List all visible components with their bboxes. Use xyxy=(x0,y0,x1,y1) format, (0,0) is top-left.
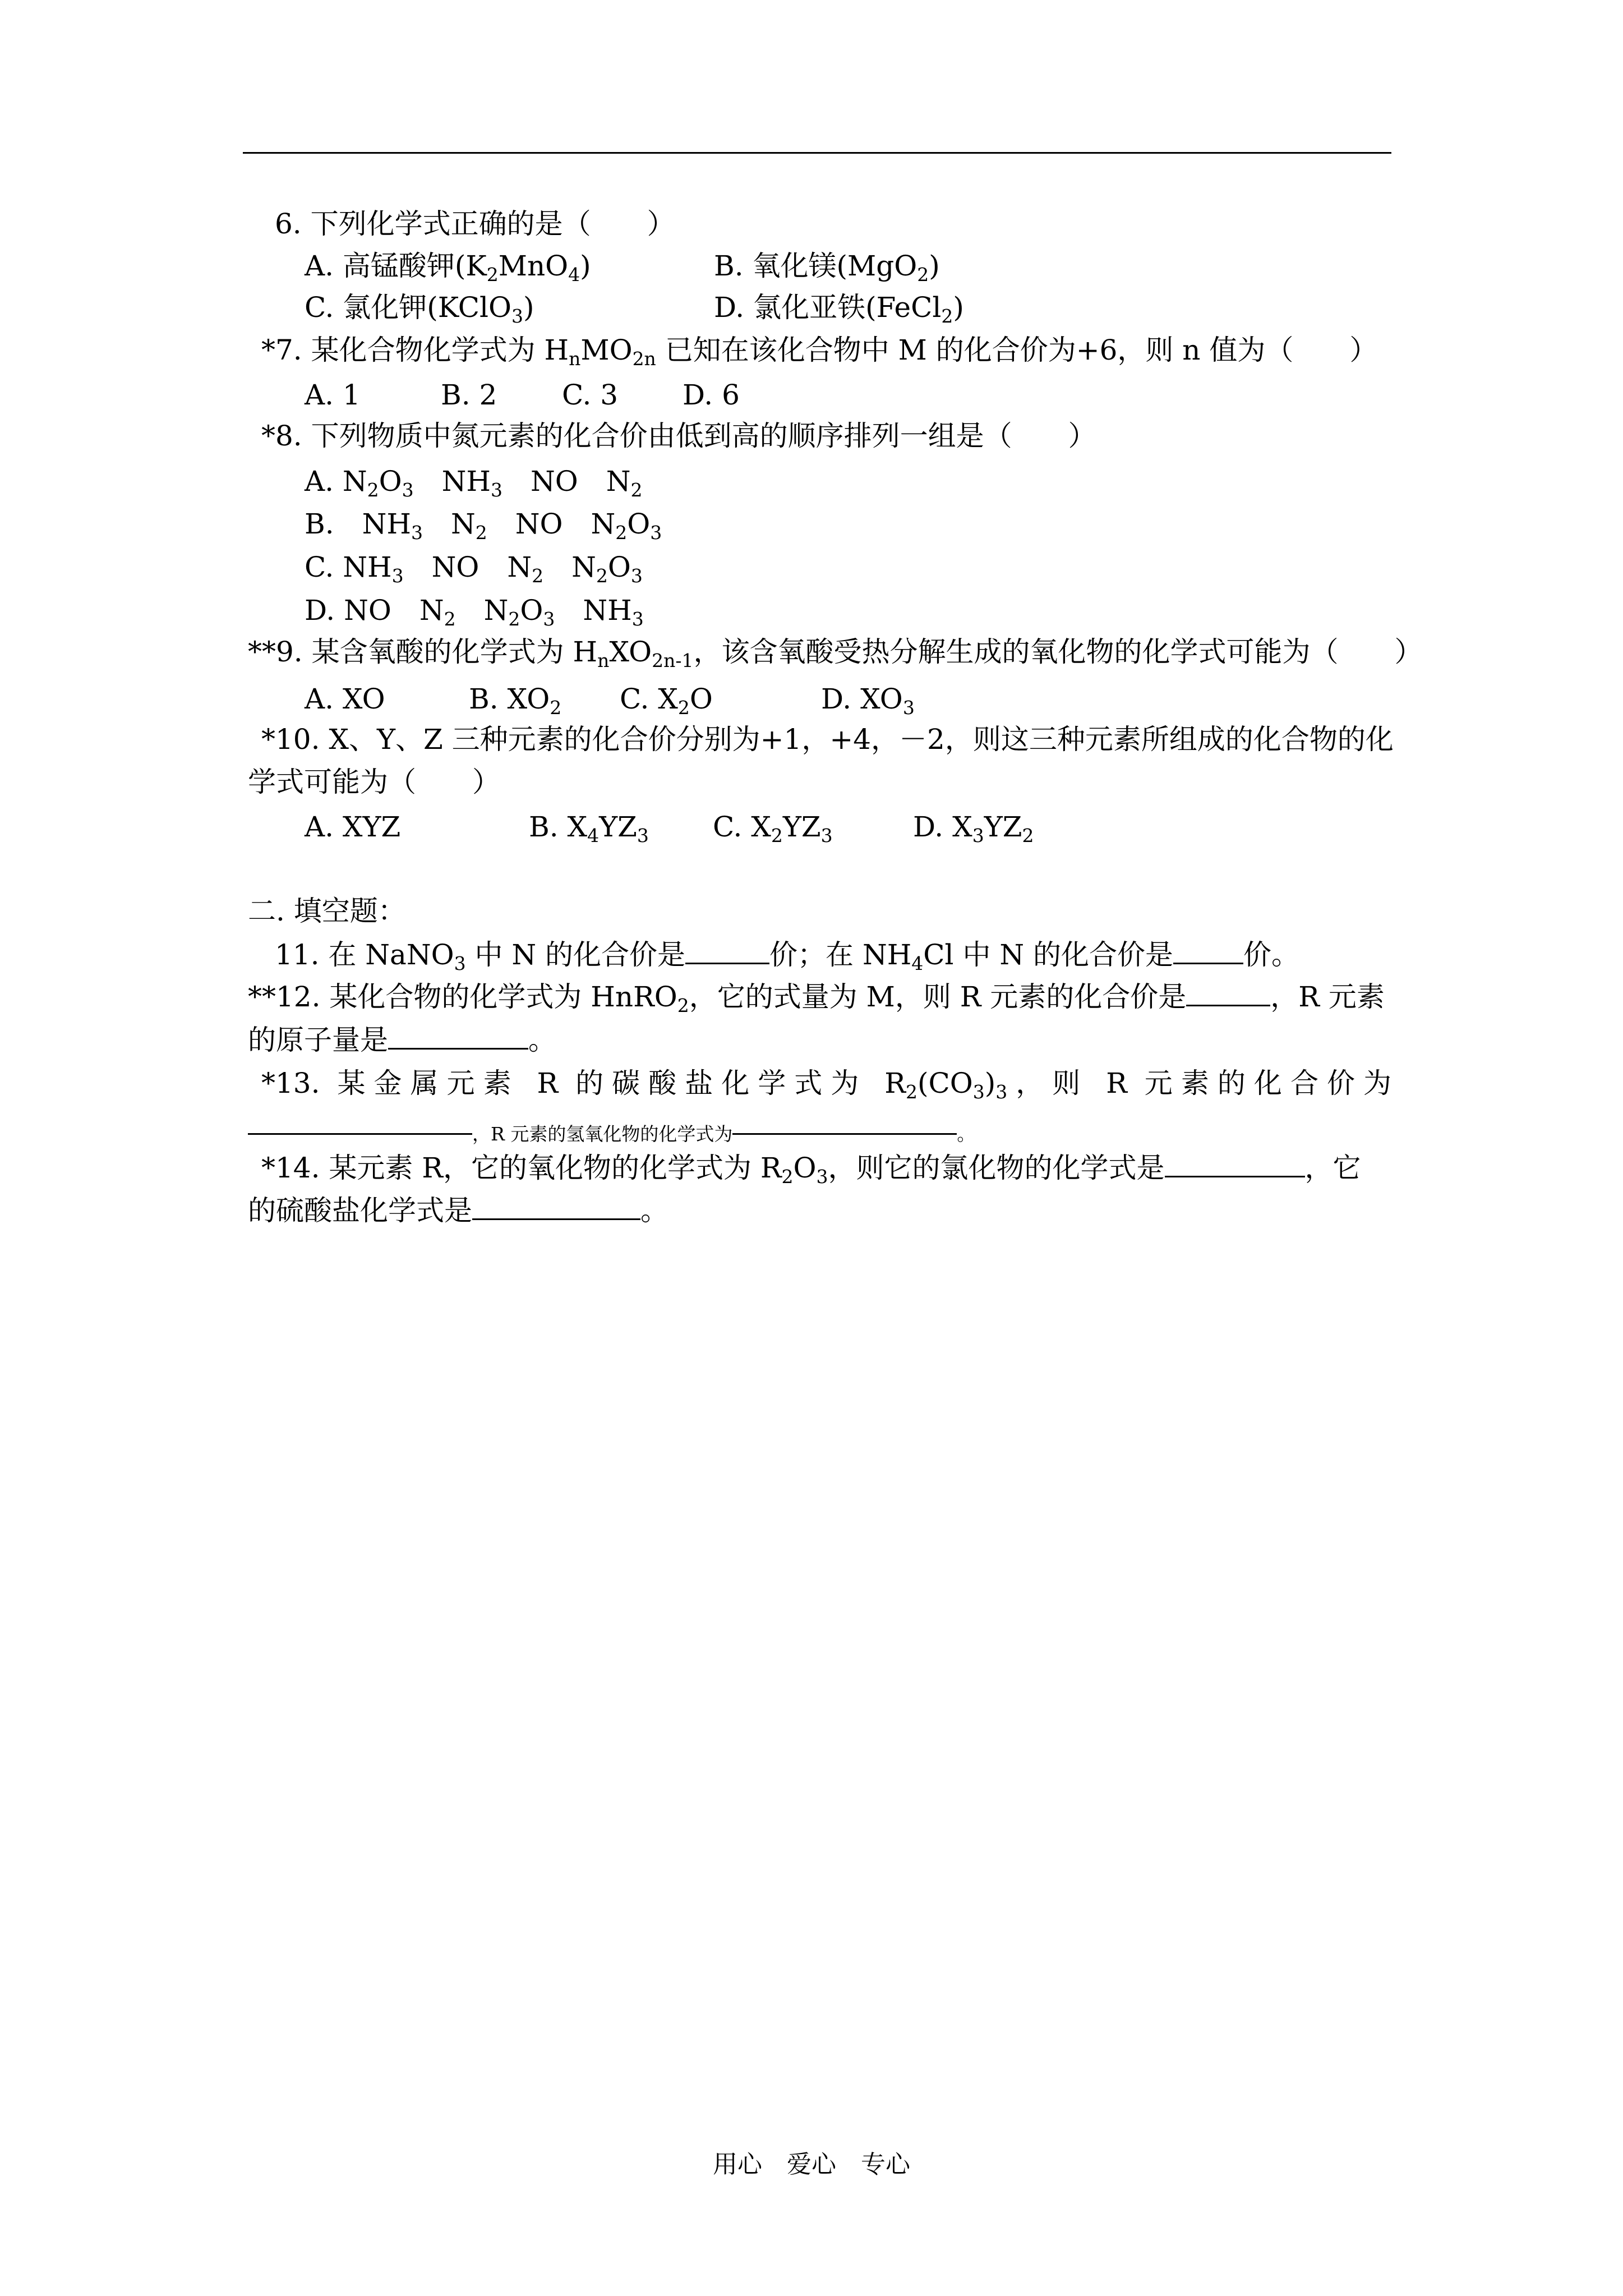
option-8d: D. NO $N_2$ $N_2O_3$ $NH_3$ xyxy=(305,594,644,630)
question-10-stem-line2: 学式可能为（ ） xyxy=(248,766,500,798)
answer-blank[interactable] xyxy=(388,1022,528,1050)
answer-blank[interactable] xyxy=(248,1107,472,1135)
answer-blank[interactable] xyxy=(1173,937,1243,964)
question-9-options xyxy=(305,681,915,719)
question-6-stem: 6. 下列化学式正确的是（ ） xyxy=(275,208,675,240)
answer-blank[interactable] xyxy=(1186,979,1270,1006)
option-10d: D. $X_3YZ_2$ xyxy=(913,811,1034,846)
question-12-line2: 的原子量是 。 xyxy=(248,1022,556,1058)
question-11: 11. 在 NaNO$_3$ 中 N 的化合价是 价；在 $NH_4Cl$ 中 N 的化合价是 价。 xyxy=(275,937,1299,973)
option-10b: B. $X_4YZ_3$ xyxy=(529,811,649,846)
question-8-stem: *8. 下列物质中氮元素的化合价由低到高的顺序排列一组是（ ） xyxy=(261,420,1096,452)
header-rule xyxy=(243,152,1391,154)
option-8c: C. $NH_3$ NO $N_2$ $N_2O_3$ xyxy=(305,551,643,587)
answer-blank[interactable] xyxy=(1165,1150,1305,1177)
question-14-line1: *14. 某元素 R，它的氧化物的化学式为 $R_2O_3$，则它的氯化物的化学式是 ，它 xyxy=(261,1150,1361,1186)
question-10-options xyxy=(305,809,1034,846)
option-8b: B. $NH_3$ $N_2$ NO $N_2O_3$ xyxy=(305,508,662,544)
option-9d: D. $XO_3$ xyxy=(821,683,915,719)
question-12-line1: **12. 某化合物的化学式为 HnRO$_2$，它的式量为 M，则 R 元素的化合价是 ，R 元素 xyxy=(248,979,1385,1015)
option-8a: A. $N_2O_3$ $NH_3$ NO $N_2$ xyxy=(305,465,643,501)
question-13-line2: $_{,R 元素的氢氧化物的化学式为}$ $_。$ xyxy=(248,1107,975,1143)
answer-blank[interactable] xyxy=(472,1193,640,1220)
option-9b: B. $XO_2$ xyxy=(469,683,562,719)
option-10a: A. XYZ xyxy=(305,811,401,843)
answer-blank[interactable] xyxy=(685,937,769,964)
option-7d: D. 6 xyxy=(683,379,740,411)
question-10-stem-line1: *10. X、Y、Z 三种元素的化合价分别为+1，+4，－2，则这三种元素所组成的化合物的化 xyxy=(261,723,1394,756)
question-7-stem: *7. 某化合物化学式为 $H_nMO_{2n}$ 已知在该化合物中 M 的化合价为+6，则 n 值为（ ） xyxy=(261,334,1378,370)
question-6-options-ab xyxy=(305,248,940,286)
option-9c: C. $X_2O$ xyxy=(620,683,713,719)
option-6c: C. 氯化钾(KClO$_3$) xyxy=(305,291,534,327)
option-7c: C. 3 xyxy=(562,379,619,411)
question-13-line1: *13. 某金属元素 R 的碳酸盐化学式为 $R_2(CO_3)_3$，则 R 元素的化合价为 xyxy=(261,1067,1392,1103)
question-9-stem: **9. 某含氧酸的化学式为 $H_nXO_{2n-1}$，该含氧酸受热分解生成的氧化物的化学式可能为（ ） xyxy=(248,636,1423,671)
option-9a: A. XO xyxy=(305,683,385,715)
answer-blank[interactable] xyxy=(732,1107,957,1135)
option-6a: A. 高锰酸钾$(K_2MnO_4)$ xyxy=(305,250,591,286)
question-6-options-cd xyxy=(305,289,964,327)
section-2-title: 二. 填空题： xyxy=(248,895,406,927)
option-6b: B. 氧化镁(MgO$_2$) xyxy=(714,250,940,286)
page-footer: 用心 爱心 专心 xyxy=(713,2150,910,2179)
question-7-options xyxy=(305,377,740,413)
option-6d: D. 氯化亚铁(FeCl$_2$) xyxy=(714,291,964,327)
option-7a: A. 1 xyxy=(305,379,361,411)
question-14-line2: 的硫酸盐化学式是 。 xyxy=(248,1193,668,1228)
option-7b: B. 2 xyxy=(441,379,497,411)
option-10c: C. $X_2YZ_3$ xyxy=(713,811,833,846)
